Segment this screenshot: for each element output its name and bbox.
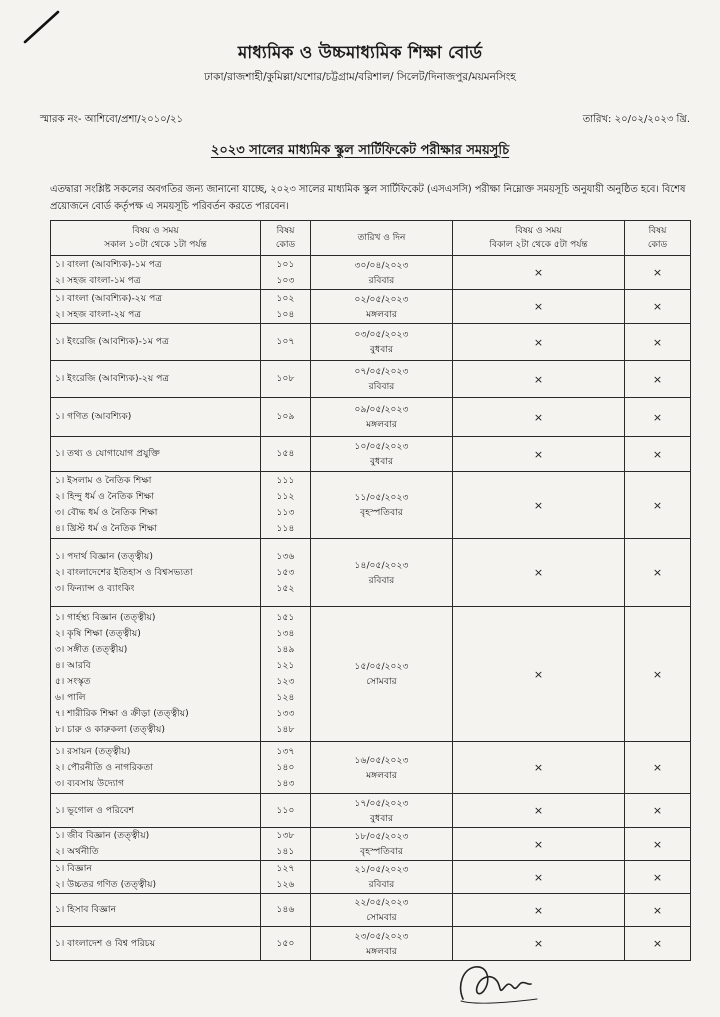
am-subject-cell <box>51 861 261 894</box>
table-header-row <box>51 221 691 256</box>
subject-name: ১। ভূগোল ও পরিবেশ <box>55 804 135 816</box>
subject-name: ১। বিজ্ঞান <box>55 863 92 874</box>
pm-subject-cell: × <box>453 398 625 437</box>
pm-code-cell: × <box>625 894 691 927</box>
exam-date: ২২/০৫/২০২৩ <box>354 897 409 908</box>
subject-name: ২। সহজ বাংলা-১ম পত্র <box>55 274 141 286</box>
table-row <box>51 256 691 290</box>
pm-subject-cell: × <box>453 324 625 361</box>
exam-date: ০৭/০৫/২০২৩ <box>354 366 409 377</box>
exam-day: বৃহস্পতিবার <box>360 507 403 518</box>
subject-code: ১৩৬ <box>276 550 295 562</box>
date-cell <box>311 361 453 398</box>
subject-code: ১৫০ <box>276 937 295 949</box>
subject-code: ১২১ <box>276 660 295 671</box>
date-cell <box>311 290 453 324</box>
subject-code: ১১২ <box>276 491 295 502</box>
exam-date: ০৯/০৫/২০২৩ <box>354 404 409 415</box>
subject-name: ২। অর্থনীতি <box>55 846 99 857</box>
exam-schedule-table <box>50 220 691 961</box>
am-subject-cell <box>51 361 261 398</box>
subject-name: ১। বাংলা (আবশ্যিক)-১ম পত্র <box>55 258 162 270</box>
subject-code: ১১৪ <box>276 523 295 534</box>
table-row <box>51 324 691 361</box>
subject-code: ১৪৮ <box>276 724 295 735</box>
am-subject-cell <box>51 828 261 861</box>
subject-code: ১০৯ <box>276 411 295 422</box>
am-code-cell <box>261 607 311 742</box>
table-row <box>51 290 691 324</box>
subject-code: ১৪৬ <box>276 904 295 915</box>
am-code-cell <box>261 324 311 361</box>
subject-name: ৭। শারীরিক শিক্ষা ও ক্রীড়া (তত্ত্বীয়) <box>55 708 189 719</box>
table-row <box>51 794 691 828</box>
exam-day: বৃহস্পতিবার <box>360 846 403 857</box>
pm-code-cell: × <box>625 256 691 290</box>
header-pm-subject-line-1: বিষয় ও সময় <box>515 226 562 236</box>
pm-subject-cell: × <box>453 256 625 290</box>
header-am-subject <box>51 221 261 256</box>
subject-name: ১। রসায়ন (তত্ত্বীয়) <box>55 745 131 757</box>
subject-name: ১। গণিত (আবশ্যিক) <box>55 411 132 422</box>
subject-name: ২। হিন্দু ধর্ম ও নৈতিক শিক্ষা <box>55 491 155 502</box>
date-cell <box>311 398 453 437</box>
subject-code: ১০৭ <box>276 336 295 347</box>
pm-subject-cell: × <box>453 290 625 324</box>
date-cell <box>311 794 453 828</box>
am-code-cell <box>261 398 311 437</box>
subject-name: ২। পৌরনীতি ও নাগরিকতা <box>55 761 153 773</box>
am-subject-cell <box>51 539 261 607</box>
exam-date: ৩০/০৪/২০২৩ <box>354 259 409 271</box>
pm-subject-cell: × <box>453 794 625 828</box>
table-row <box>51 861 691 894</box>
am-subject-cell <box>51 324 261 361</box>
table-row <box>51 894 691 927</box>
header-pm-subject-line-2: বিকাল ২টা থেকে ৫টা পর্যন্ত <box>489 240 588 250</box>
exam-day: সোমবার <box>366 676 397 687</box>
subject-name: ৪। খ্রিস্ট ধর্ম ও নৈতিক শিক্ষা <box>55 523 157 534</box>
header-pm-subject <box>453 221 625 256</box>
exam-day: মঙ্গলবার <box>366 769 397 781</box>
subject-name: ৪। আরবি <box>55 660 91 671</box>
date-cell <box>311 894 453 927</box>
pm-code-cell: × <box>625 927 691 961</box>
pm-subject-cell: × <box>453 828 625 861</box>
subject-name: ৩। সঙ্গীত (তত্ত্বীয়) <box>55 644 128 655</box>
am-subject-cell <box>51 437 261 472</box>
pm-code-cell: × <box>625 324 691 361</box>
exam-day: রবিবার <box>368 274 395 286</box>
pm-code-cell: × <box>625 290 691 324</box>
date-cell <box>311 607 453 742</box>
exam-day: রবিবার <box>368 381 395 392</box>
signature-mark <box>455 955 545 1010</box>
exam-date: ১০/০৫/২০২৩ <box>354 441 409 452</box>
date-cell <box>311 324 453 361</box>
table-row <box>51 437 691 472</box>
pm-subject-cell: × <box>453 861 625 894</box>
exam-date: ১১/০৫/২০২৩ <box>354 492 409 503</box>
exam-day: সোমবার <box>366 912 397 923</box>
pm-code-cell: × <box>625 398 691 437</box>
table-row <box>51 398 691 437</box>
pm-code-cell: × <box>625 472 691 539</box>
table-row <box>51 472 691 539</box>
header-am-code-line-1: বিষয় <box>276 226 295 236</box>
subject-code: ১৩৩ <box>276 708 295 719</box>
subject-code: ১৩৮ <box>276 830 295 841</box>
am-code-cell <box>261 742 311 794</box>
table-row <box>51 828 691 861</box>
exam-date: ০২/০৫/২০২৩ <box>354 293 409 305</box>
subject-code: ১০৩ <box>276 274 295 286</box>
exam-day: রবিবার <box>368 879 395 890</box>
pm-code-cell: × <box>625 794 691 828</box>
header-am-code-line-2: কোড <box>275 240 296 250</box>
am-code-cell <box>261 361 311 398</box>
am-code-cell <box>261 794 311 828</box>
subject-name: ১। জীব বিজ্ঞান (তত্ত্বীয়) <box>55 830 150 841</box>
date-cell <box>311 539 453 607</box>
header-pm-code-line-2: কোড <box>647 240 668 250</box>
exam-day: রবিবার <box>368 574 395 586</box>
header-am-subject-line-2: সকাল ১০টা থেকে ১টা পর্যন্ত <box>104 240 207 250</box>
pm-code-cell: × <box>625 742 691 794</box>
subject-code: ১০১ <box>276 258 295 270</box>
pm-subject-cell: × <box>453 894 625 927</box>
pm-subject-cell: × <box>453 742 625 794</box>
subject-code: ১৫৩ <box>276 566 295 578</box>
subject-code: ১২৩ <box>276 676 295 687</box>
subject-name: ১। বাংলাদেশ ও বিশ্ব পরিচয় <box>55 937 156 949</box>
subject-code: ১১০ <box>276 804 295 816</box>
am-code-cell <box>261 828 311 861</box>
subject-name: ৮। চারু ও কারুকলা (তত্ত্বীয়) <box>55 724 165 735</box>
date-cell <box>311 742 453 794</box>
exam-date: ১৮/০৫/২০২৩ <box>354 831 409 842</box>
header-date <box>311 221 453 256</box>
pm-subject-cell: × <box>453 361 625 398</box>
subject-code: ১২৭ <box>276 863 295 874</box>
table-row <box>51 361 691 398</box>
subject-name: ১। তথ্য ও যোগাযোগ প্রযুক্তি <box>55 448 160 459</box>
date-cell <box>311 828 453 861</box>
schedule-title <box>0 141 720 162</box>
am-subject-cell <box>51 256 261 290</box>
pm-subject-cell: × <box>453 472 625 539</box>
header-pm-code <box>625 221 691 256</box>
pm-subject-cell: × <box>453 927 625 961</box>
table-row <box>51 742 691 794</box>
exam-date: ০৩/০৫/২০২৩ <box>354 329 409 340</box>
pm-code-cell: × <box>625 361 691 398</box>
exam-day: মঙ্গলবার <box>366 945 397 957</box>
header-am-code <box>261 221 311 256</box>
pm-subject-cell: × <box>453 437 625 472</box>
subject-name: ৬। পালি <box>55 692 86 703</box>
subject-code: ১০২ <box>276 292 295 304</box>
exam-day: মঙ্গলবার <box>366 419 397 430</box>
date-cell <box>311 927 453 961</box>
subject-code: ১৪০ <box>276 761 295 773</box>
am-code-cell <box>261 256 311 290</box>
am-subject-cell <box>51 398 261 437</box>
am-code-cell <box>261 437 311 472</box>
exam-date: ১৪/০৫/২০২৩ <box>354 559 409 571</box>
header-date-line-1: তারিখ ও দিন <box>357 233 406 243</box>
am-code-cell <box>261 472 311 539</box>
am-subject-cell <box>51 742 261 794</box>
subject-code: ১১১ <box>276 475 295 486</box>
exam-day: বুধবার <box>369 456 394 467</box>
date-cell <box>311 437 453 472</box>
exam-date: ১৭/০৫/২০২৩ <box>354 797 409 809</box>
am-subject-cell <box>51 927 261 961</box>
date-cell <box>311 861 453 894</box>
subject-code: ১২৪ <box>276 692 295 703</box>
memo-date: তারিখ: ২০/০২/২০২৩ খ্রি. <box>582 114 690 125</box>
subject-code: ১০৮ <box>276 373 295 384</box>
notice-paragraph: এতদ্বারা সংশ্লিষ্ট সকলের অবগতির জন্য জানানো যাচ্ছে, ২০২৩ সালের মাধ্যমিক স্কুল সার্টিফিকেট (এসএসসি) পরীক্ষা নিম্নোক্ত সময়সূচি অনুযায়ী অনুষ্ঠিত হবে। বিশেষ প্রয়োজনে বোর্ড কর্তৃপক্ষ এ সময়সূচি পরিবর্তন করতে পারবেন। <box>50 184 686 212</box>
am-subject-cell <box>51 472 261 539</box>
pm-code-cell: × <box>625 828 691 861</box>
subject-code: ১৫১ <box>276 612 295 623</box>
subject-name: ২। বাংলাদেশের ইতিহাস ও বিশ্বসভ্যতা <box>55 566 193 578</box>
subject-code: ১৪১ <box>276 846 295 857</box>
subject-code: ১৫২ <box>276 582 295 594</box>
board-cities: ঢাকা/রাজশাহী/কুমিল্লা/যশোর/চট্টগ্রাম/বরিশাল/ সিলেট/দিনাজপুর/ময়মনসিংহ <box>204 71 516 83</box>
am-subject-cell <box>51 607 261 742</box>
subject-name: ১। হিসাব বিজ্ঞান <box>55 904 117 915</box>
subject-name: ২। সহজ বাংলা-২য় পত্র <box>55 308 142 320</box>
table-row <box>51 607 691 742</box>
header-pm-code-line-1: বিষয় <box>648 226 667 236</box>
subject-code: ১০৪ <box>276 308 295 320</box>
table-body <box>51 256 691 961</box>
pm-code-cell: × <box>625 861 691 894</box>
am-subject-cell <box>51 290 261 324</box>
subject-code: ১১৩ <box>276 507 295 518</box>
subject-code: ১৩৭ <box>276 745 295 757</box>
exam-day: বুধবার <box>369 344 394 355</box>
subject-code: ১৩৪ <box>276 628 295 639</box>
am-code-cell <box>261 894 311 927</box>
date-cell <box>311 256 453 290</box>
am-subject-cell <box>51 894 261 927</box>
subject-name: ১। বাংলা (আবশ্যিক)-২য় পত্র <box>55 292 163 304</box>
am-subject-cell <box>51 794 261 828</box>
pm-subject-cell: × <box>453 607 625 742</box>
pm-code-cell: × <box>625 437 691 472</box>
header-am-subject-line-1: বিষয় ও সময় <box>132 226 179 236</box>
subject-name: ১। ইসলাম ও নৈতিক শিক্ষা <box>55 475 152 486</box>
exam-date: ১৬/০৫/২০২৩ <box>354 754 409 766</box>
board-name: মাধ্যমিক ও উচ্চমাধ্যমিক শিক্ষা বোর্ড <box>237 43 483 63</box>
table-row <box>51 927 691 961</box>
pm-subject-cell: × <box>453 539 625 607</box>
subject-name: ৩। ফিন্যান্স ও ব্যাংকিং <box>55 582 135 594</box>
subject-code: ১২৬ <box>276 879 295 890</box>
memo-number: স্মারক নং- আশিবো/প্রশা/২০১০/২১ <box>40 114 183 125</box>
pm-code-cell: × <box>625 607 691 742</box>
pm-code-cell: × <box>625 539 691 607</box>
subject-name: ২। উচ্চতর গণিত (তত্ত্বীয়) <box>55 879 157 890</box>
subject-name: ১। ইংরেজি (আবশ্যিক)-২য় পত্র <box>55 373 170 384</box>
date-cell <box>311 472 453 539</box>
subject-name: ১। ইংরেজি (আবশ্যিক)-১ম পত্র <box>55 336 169 347</box>
subject-name: ৩। বৌদ্ধ ধর্ম ও নৈতিক শিক্ষা <box>55 507 158 518</box>
subject-name: ৩। ব্যবসায় উদ্যোগ <box>55 777 125 789</box>
subject-name: ২। কৃষি শিক্ষা (তত্ত্বীয়) <box>55 628 141 639</box>
subject-code: ১৫৪ <box>276 448 295 459</box>
am-code-cell <box>261 290 311 324</box>
am-code-cell <box>261 539 311 607</box>
exam-date: ২১/০৫/২০২৩ <box>354 864 409 875</box>
schedule-title-text: ২০২৩ সালের মাধ্যমিক স্কুল সার্টিফিকেট পরীক্ষার সময়সূচি <box>210 143 510 158</box>
exam-day: বুধবার <box>369 812 394 824</box>
table-row <box>51 539 691 607</box>
subject-name: ৫। সংস্কৃত <box>55 676 91 687</box>
subject-name: ১। গার্হস্থ্য বিজ্ঞান (তত্ত্বীয়) <box>55 612 156 623</box>
exam-date: ২৩/০৫/২০২৩ <box>354 930 409 942</box>
subject-code: ১৪৯ <box>276 644 295 655</box>
exam-day: মঙ্গলবার <box>366 308 397 320</box>
exam-date: ১৫/০৫/২০২৩ <box>354 661 409 672</box>
am-code-cell <box>261 927 311 961</box>
am-code-cell <box>261 861 311 894</box>
subject-code: ১৪৩ <box>276 777 295 789</box>
subject-name: ১। পদার্থ বিজ্ঞান (তত্ত্বীয়) <box>55 550 153 562</box>
